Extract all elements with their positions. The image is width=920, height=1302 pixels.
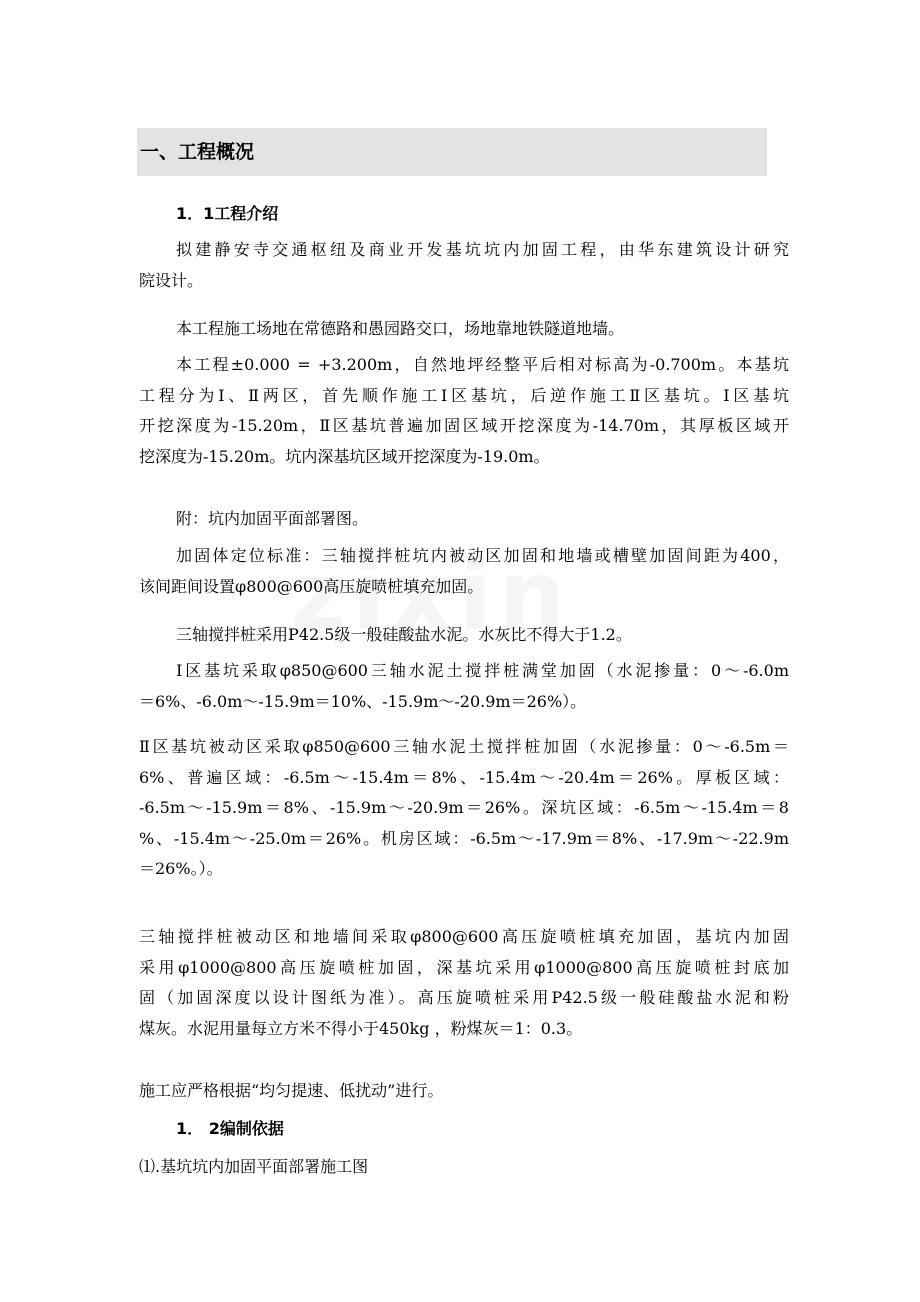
paragraph-line: 院设计。 bbox=[139, 270, 204, 290]
paragraph-line: 挖深度为-15.20m。坑内深基坑区域开挖深度为-19.0m。 bbox=[139, 446, 550, 466]
basis-item-1: ⑴.基坑坑内加固平面部署施工图 bbox=[139, 1157, 369, 1176]
paragraph-line: 采用φ1000@800高压旋喷桩加固，深基坑采用φ1000@800高压旋喷桩封底加 bbox=[139, 957, 789, 977]
paragraph-line: 本工程±0.000 = +3.200m，自然地坪经整平后相对标高为-0.700m。本基坑 bbox=[176, 355, 789, 374]
paragraph-zone2 bbox=[139, 732, 789, 885]
paragraph-cement: 三轴搅拌桩采用P42.5级一般硅酸盐水泥。水灰比不得大于1.2。 bbox=[176, 625, 632, 644]
paragraph-line: 工程分为Ⅰ、Ⅱ两区，首先顺作施工Ⅰ区基坑，后逆作施工Ⅱ区基坑。Ⅰ区基坑 bbox=[139, 385, 789, 405]
paragraph-line: ＝26%。）。 bbox=[139, 859, 223, 878]
paragraph-line: 固（加固深度以设计图纸为准）。高压旋喷桩采用P42.5级一般硅酸盐水泥和粉 bbox=[139, 988, 789, 1007]
paragraph-line: %、-15.4m～-25.0m＝26%。机房区域：-6.5m～-17.9m＝8%、-17.9m～-22.9m bbox=[139, 828, 789, 848]
section-heading-bar bbox=[137, 128, 767, 176]
paragraph-jetgrout bbox=[139, 922, 789, 1044]
paragraph-line: 6%、普遍区域：-6.5m～-15.4m＝8%、-15.4m～-20.4m＝26%。厚板区域： bbox=[139, 767, 789, 787]
paragraph-zone1 bbox=[139, 656, 789, 717]
paragraph-line: 开挖深度为-15.20m，Ⅱ区基坑普遍加固区域开挖深度为-14.70m，其厚板区域开 bbox=[139, 416, 789, 435]
paragraph-line: 加固体定位标准：三轴搅拌桩坑内被动区加固和地墙或槽壁加固间距为400， bbox=[176, 546, 789, 565]
section-heading: 一、工程概况 bbox=[140, 141, 255, 163]
paragraph-elevation bbox=[139, 350, 789, 472]
paragraph-line: -6.5m～-15.9m＝8%、-15.9m～-20.9m＝26%。深坑区域：-6.5m～-15.4m＝8 bbox=[139, 798, 789, 817]
paragraph-construction: 施工应严格根据“均匀提速、低扰动”进行。 bbox=[139, 1081, 444, 1100]
paragraph-line: ＝6%、-6.0m～-15.9m＝10%、-15.9m～-20.9m＝26%）。 bbox=[139, 691, 587, 711]
paragraph-intro bbox=[139, 235, 789, 296]
paragraph-line: 该间距间设置φ800@600高压旋喷桩填充加固。 bbox=[139, 576, 484, 596]
paragraph-line: 煤灰。水泥用量每立方米不得小于450kg ，粉煤灰＝1：0.3。 bbox=[139, 1018, 583, 1038]
paragraph-line: Ⅱ区基坑被动区采取φ850@600三轴水泥土搅拌桩加固（水泥掺量：0～-6.5m＝ bbox=[139, 737, 789, 756]
subsection-heading-intro: 1．1工程介绍 bbox=[176, 204, 279, 223]
paragraph-appendix: 附：坑内加固平面部署图。 bbox=[176, 509, 369, 528]
paragraph-positioning bbox=[139, 541, 789, 602]
paragraph-site: 本工程施工场地在常德路和愚园路交口，场地靠地铁隧道地墙。 bbox=[176, 319, 625, 338]
paragraph-line: 三轴搅拌桩被动区和地墙间采取φ800@600高压旋喷桩填充加固，基坑内加固 bbox=[139, 927, 789, 946]
subsection-heading-basis: 1． 2编制依据 bbox=[176, 1119, 284, 1138]
paragraph-line: Ⅰ区基坑采取φ850@600三轴水泥土搅拌桩满堂加固（水泥掺量：0～-6.0m bbox=[176, 661, 789, 680]
paragraph-line: 拟建静安寺交通枢纽及商业开发基坑坑内加固工程，由华东建筑设计研究 bbox=[176, 240, 789, 259]
